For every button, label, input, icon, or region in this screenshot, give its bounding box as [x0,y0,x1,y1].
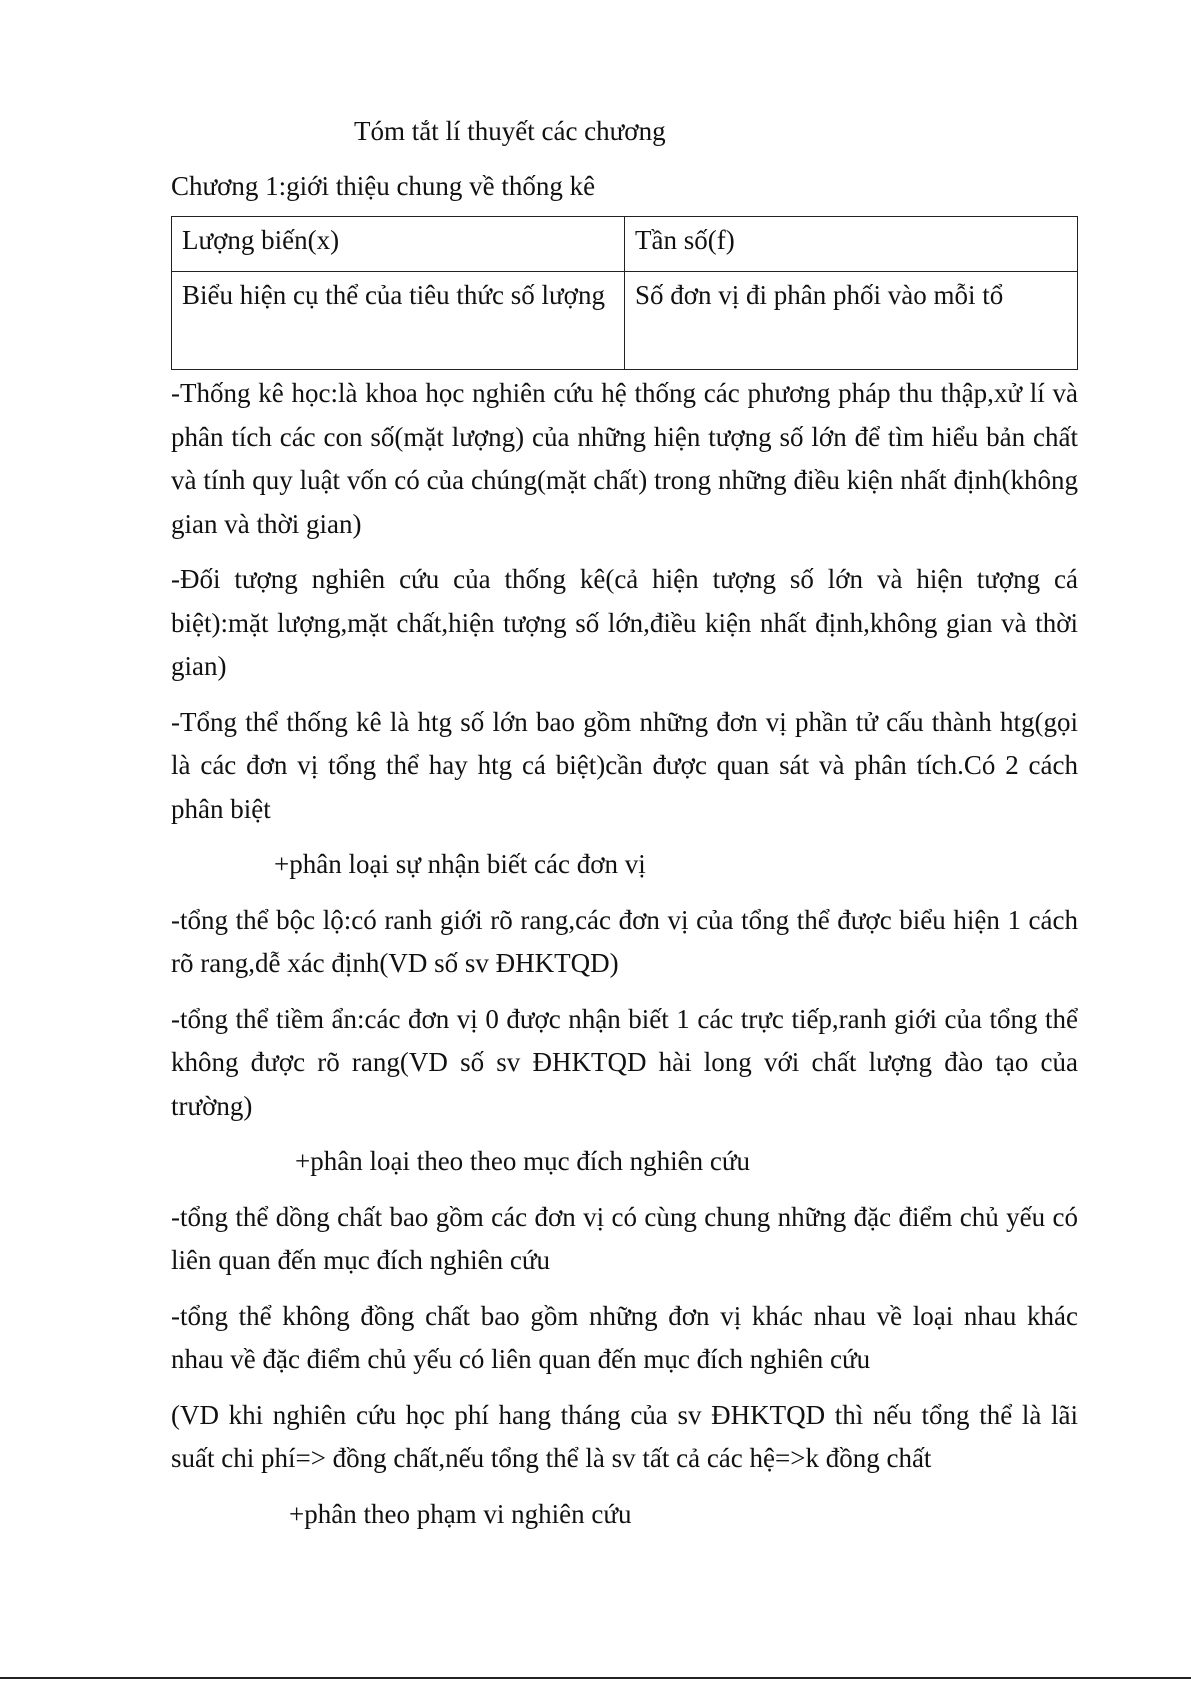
subheading-classification-recognition: +phân loại sự nhận biết các đơn vị [274,849,646,879]
paragraph-homogeneous-population: -tổng thể dồng chất bao gồm các đơn vị có cùng chung những đặc điểm chủ yếu có liên quan đến mục đích nghiên cứu [171,1201,1078,1275]
table-row [172,217,1078,272]
paragraph-statistical-population: -Tổng thể thống kê là htg số lớn bao gồm những đơn vị phần tử cấu thành htg(gọi là các đơn vị tổng thể hay htg cá biệt)cần được quan sát và phân tích.Có 2 cách phân biệt [171,706,1078,824]
subheading-classification-purpose: +phân loại theo theo mục đích nghiên cứu [295,1146,750,1176]
table-cell: Số đơn vị đi phân phối vào mỗi tổ [625,272,1078,370]
document-title: Tóm tắt lí thuyết các chương [354,116,666,146]
subheading-classification-scope: +phân theo phạm vi nghiên cứu [289,1498,632,1529]
paragraph-statistics-definition: -Thống kê học:là khoa học nghiên cứu hệ thống các phương pháp thu thập,xử lí và phân tích các con số(mặt lượng) của những hiện tượng số lớn để tìm hiểu bản chất và tính quy luật vốn có của chúng(mặt chất) trong những điều kiện nhất định(không gian và thời gian) [171,378,1078,539]
table-row [172,272,1078,370]
page-bottom-rule [0,1677,1191,1679]
document-body [171,110,1078,1548]
definition-table [171,216,1078,370]
paragraph-heterogeneous-population: -tổng thể không đồng chất bao gồm những đơn vị khác nhau về loại nhau khác nhau về đặc điểm chủ yếu có liên quan đến mục đích nghiên cứu [171,1300,1078,1374]
paragraph-research-object: -Đối tượng nghiên cứu của thống kê(cả hiện tượng số lớn và hiện tượng cá biệt):mặt lượng,mặt chất,hiện tượng số lớn,điều kiện nhất định,không gian và thời gian) [171,564,1078,681]
chapter-heading: Chương 1:giới thiệu chung về thống kê [171,171,596,201]
paragraph-revealed-population: -tổng thể bộc lộ:có ranh giới rõ rang,các đơn vị của tổng thể được biểu hiện 1 cách rõ rang,dễ xác định(VD số sv ĐHKTQD) [171,904,1078,978]
table-cell: Tần số(f) [625,217,1078,272]
paragraph-example: (VD khi nghiên cứu học phí hang tháng của sv ĐHKTQD thì nếu tổng thể là lãi suất chi phí=> đồng chất,nếu tổng thể là sv tất cả các hệ=>k đồng chất [171,1399,1078,1473]
table-cell: Lượng biến(x) [172,217,625,272]
table-cell: Biểu hiện cụ thể của tiêu thức số lượng [172,272,625,370]
paragraph-latent-population: -tổng thể tiềm ẩn:các đơn vị 0 được nhận biết 1 các trực tiếp,ranh giới của tổng thể không được rõ rang(VD số sv ĐHKTQD hài long với chất lượng đào tạo của trường) [171,1003,1078,1121]
